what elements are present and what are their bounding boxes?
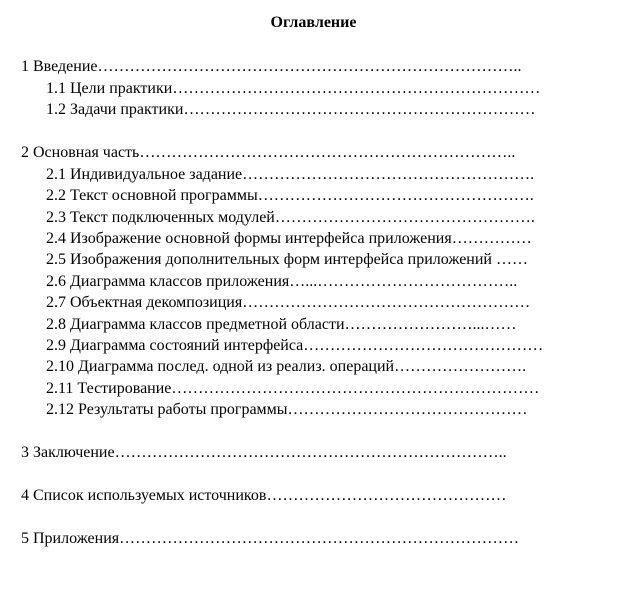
toc-entry-2-8: 2.8 Диаграмма классов предметной области……………………...……	[46, 316, 517, 333]
toc-entry-2-12: 2.12 Результаты работы программы………………………………………	[46, 401, 528, 418]
toc-entry-5: 5 Приложения…………………………………………………………………	[21, 530, 520, 547]
toc-entry-1-1: 1.1 Цели практики……………………………………………………………	[46, 80, 541, 97]
toc-entry-2-7: 2.7 Объектная декомпозиция………………………………………………	[46, 294, 531, 311]
toc-title: Оглавление	[270, 14, 357, 31]
toc-entry-2-3: 2.3 Текст подключенных модулей………………………………………….	[46, 209, 535, 226]
toc-entry-2: 2 Основная часть……………………………………………………………..	[21, 144, 516, 161]
toc-entry-2-1: 2.1 Индивидуальное задание……………………………………………….	[46, 166, 535, 183]
toc-entry-3: 3 Заключение………………………………………………………………..	[21, 444, 507, 461]
toc-entry-2-9: 2.9 Диаграмма состояний интерфейса………………………………………	[46, 337, 544, 354]
toc-entry-2-10: 2.10 Диаграмма послед. одной из реализ. операций…………………….	[46, 358, 527, 375]
toc-entry-1-2: 1.2 Задачи практики…………………………………………………………	[46, 101, 536, 118]
toc-entry-4: 4 Список используемых источников………………………………………	[21, 487, 507, 504]
toc-entry-2-4: 2.4 Изображение основной формы интерфейса приложения……………	[46, 230, 532, 247]
toc-entry-1: 1 Введение……………………………………………………………………..	[21, 58, 522, 75]
toc-entry-2-5: 2.5 Изображения дополнительных форм интерфейса приложений ……	[46, 251, 528, 268]
toc-entry-2-11: 2.11 Тестирование……………………………………………………………	[46, 380, 540, 397]
toc-entry-2-6: 2.6 Диаграмма классов приложения…...………………………………..	[46, 273, 518, 290]
toc-entry-2-2: 2.2 Текст основной программы…………………………………………….	[46, 187, 534, 204]
